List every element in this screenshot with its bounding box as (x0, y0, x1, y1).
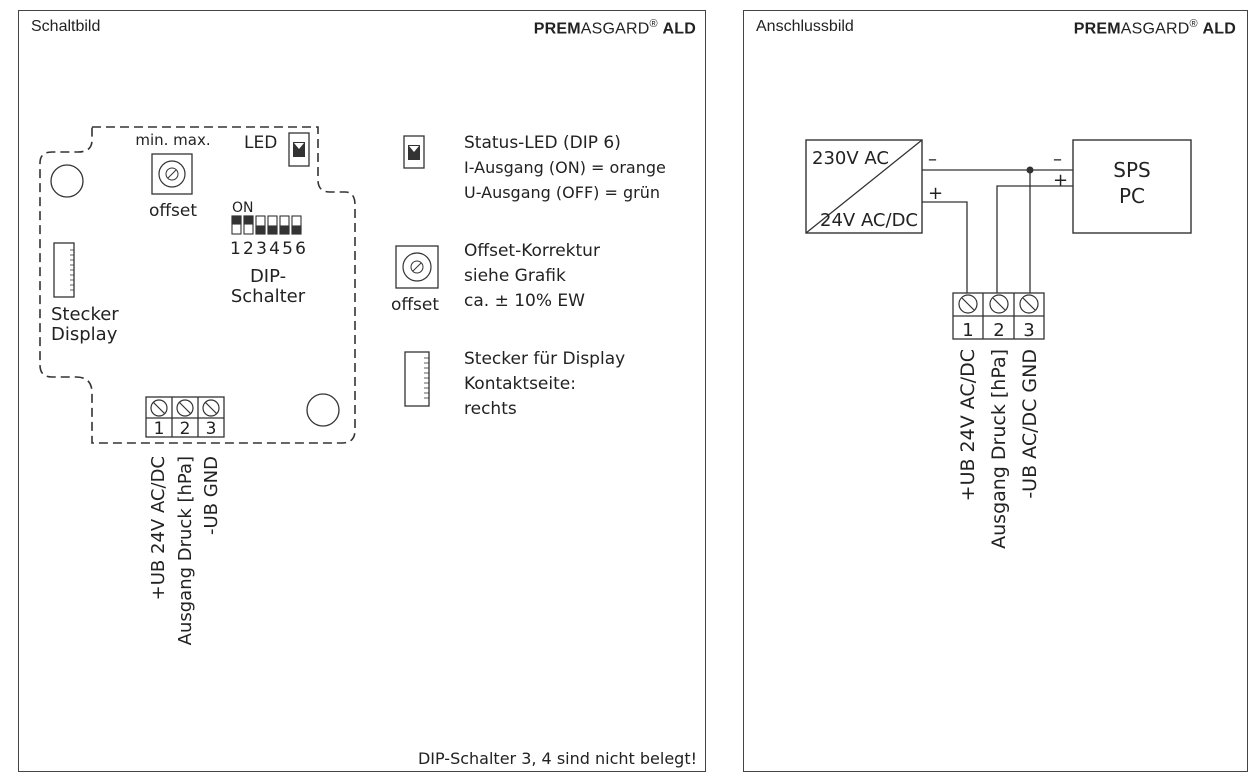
potentiometer-label-top: min. max. (135, 131, 211, 149)
legend-led-line3: U-Ausgang (OFF) = grün (464, 183, 660, 202)
dip-on-label: ON (232, 200, 254, 216)
led-label: LED (244, 133, 278, 153)
sps-plus-sign: + (1053, 170, 1069, 191)
legend-connector-line1: Stecker für Display (464, 349, 626, 369)
mounting-hole-bottom-right (307, 394, 339, 426)
connector-label-line2: Display (51, 324, 118, 345)
terminal-label-3: -UB GND (201, 456, 222, 536)
right-terminal-label-3: -UB AC/DC GND (1019, 349, 1041, 499)
connector-label-line1: Stecker (51, 304, 119, 325)
legend-offset-symbol-label: offset (390, 295, 440, 315)
sps-label: SPS (1113, 158, 1151, 182)
dip-label-line1: DIP- (249, 266, 287, 287)
brand-registered-mark: ® (1189, 18, 1198, 30)
potentiometer-label-bottom: offset (148, 201, 198, 221)
brand-bold-part: PREM (1073, 20, 1121, 38)
dip-label-line2: Schalter (230, 286, 306, 307)
pc-label: PC (1118, 184, 1146, 208)
transformer-top-label: 230V AC (812, 148, 889, 169)
transformer-bottom-label: 24V AC/DC (820, 210, 918, 231)
terminal-number-3: 3 (205, 419, 217, 439)
right-terminal-number-2: 2 (993, 320, 1005, 341)
brand-light-part: ASGARD (1120, 20, 1190, 38)
transformer-minus-sign: – (928, 149, 937, 170)
dip-switch-icon (232, 216, 301, 234)
sps-minus-sign: – (1053, 149, 1062, 170)
legend-connector-line2: Kontaktseite: (464, 374, 576, 394)
footnote: DIP-Schalter 3, 4 sind nicht belegt! (417, 749, 697, 768)
brand-bold-part: PREM (533, 20, 581, 38)
wire-junction-dot (1027, 167, 1034, 174)
wiring-lines (922, 170, 1073, 293)
terminal-label-2: Ausgang Druck [hPa] (175, 456, 196, 646)
brand-registered-mark: ® (649, 18, 658, 30)
right-terminal-number-1: 1 (962, 320, 974, 341)
anschlussbild-title: Anschlussbild (756, 18, 854, 35)
brand-product-part: ALD (1202, 20, 1236, 38)
legend-led-line2: I-Ausgang (ON) = orange (464, 158, 666, 177)
right-terminal-label-2: Ausgang Druck [hPa] (988, 349, 1010, 549)
brand-light-part: ASGARD (580, 20, 650, 38)
board-outline (40, 127, 355, 443)
transformer-plus-sign: + (928, 183, 944, 204)
legend-connector-line3: rechts (464, 399, 517, 419)
mounting-hole-top-left (51, 165, 83, 197)
terminal-label-1: +UB 24V AC/DC (148, 456, 169, 601)
terminal-screw-icons-right (959, 295, 1038, 313)
brand-product-part: ALD (662, 20, 696, 38)
terminal-number-2: 2 (179, 419, 191, 439)
terminal-screw-icons-left (151, 400, 219, 416)
legend-offset-line3: ca. ± 10% EW (464, 291, 585, 311)
right-terminal-label-1: +UB 24V AC/DC (957, 349, 979, 502)
legend-led-line1: Status-LED (DIP 6) (464, 133, 621, 153)
legend-offset-line2: siehe Grafik (464, 266, 566, 286)
legend-offset-line1: Offset-Korrektur (464, 241, 600, 261)
right-terminal-number-3: 3 (1023, 320, 1035, 341)
schaltbild-title: Schaltbild (31, 18, 101, 35)
terminal-number-1: 1 (153, 419, 165, 439)
dip-numbers: 123456 (230, 239, 306, 259)
